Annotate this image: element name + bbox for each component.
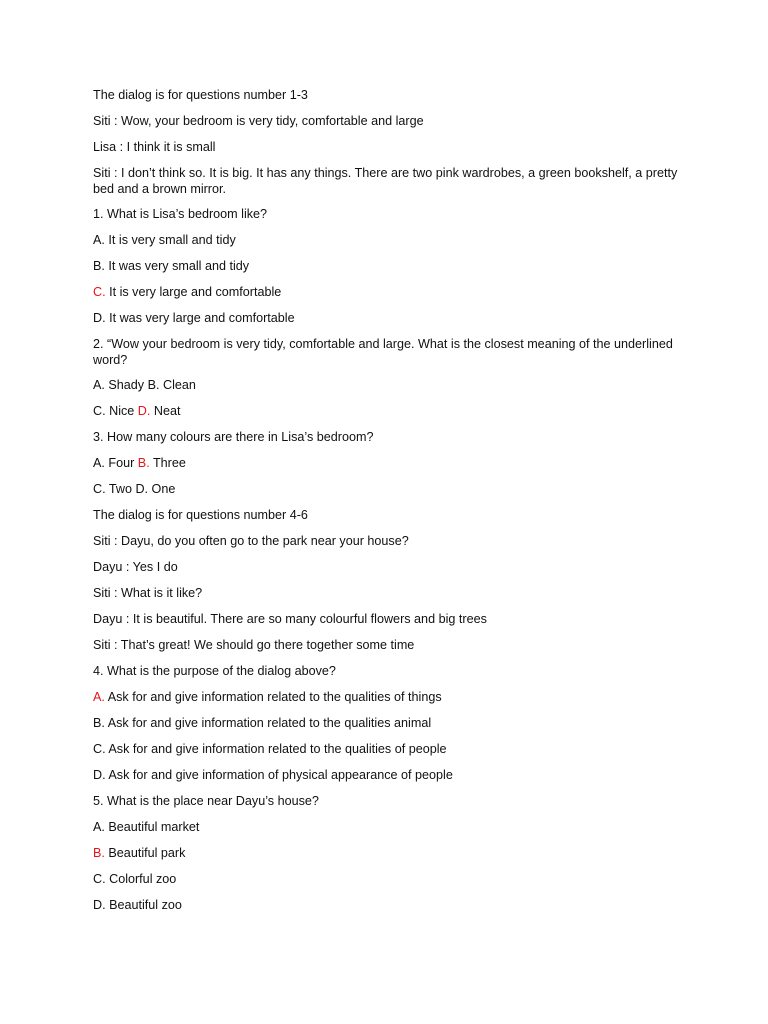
option-text: Neat bbox=[150, 404, 181, 418]
option-a: A. It is very small and tidy bbox=[93, 233, 236, 247]
options-c-d-answer bbox=[93, 403, 693, 419]
option-c: C. Colorful zoo bbox=[93, 872, 177, 886]
options-a-b: A. Shady B. Clean bbox=[93, 378, 196, 392]
question-5: 5. What is the place near Dayu’s house? bbox=[93, 794, 319, 808]
option-text: A. Four bbox=[93, 456, 138, 470]
option-c: C. Ask for and give information related to the qualities of people bbox=[93, 742, 447, 756]
option-a-answer bbox=[93, 689, 693, 705]
dialog-line: Siti : I don’t think so. It is big. It has any things. There are two pink wardrobes, a green bookshelf, a pretty bed and a brown mirror. bbox=[93, 166, 678, 196]
question-1: 1. What is Lisa’s bedroom like? bbox=[93, 207, 268, 221]
answer-marker: A. bbox=[93, 690, 105, 704]
dialog-line: Dayu : Yes I do bbox=[93, 560, 178, 574]
option-b: B. Ask for and give information related to the qualities animal bbox=[93, 716, 432, 730]
option-text: Three bbox=[149, 456, 186, 470]
answer-marker: B. bbox=[93, 846, 105, 860]
dialog-line: Dayu : It is beautiful. There are so many colourful flowers and big trees bbox=[93, 612, 487, 626]
option-b: B. It was very small and tidy bbox=[93, 259, 250, 273]
section-heading-1: The dialog is for questions number 1-3 bbox=[93, 88, 308, 102]
dialog-line: Lisa : I think it is small bbox=[93, 140, 216, 154]
option-text: Ask for and give information related to the qualities of things bbox=[104, 690, 442, 704]
option-b-answer bbox=[93, 845, 693, 861]
option-d: D. It was very large and comfortable bbox=[93, 311, 295, 325]
answer-marker: D. bbox=[137, 404, 151, 418]
option-a: A. Beautiful market bbox=[93, 820, 200, 834]
answer-marker: C. bbox=[93, 285, 106, 299]
section-heading-2: The dialog is for questions number 4-6 bbox=[93, 508, 308, 522]
dialog-line: Siti : What is it like? bbox=[93, 586, 203, 600]
option-text: Beautiful park bbox=[104, 846, 186, 860]
question-3: 3. How many colours are there in Lisa’s bedroom? bbox=[93, 430, 374, 444]
option-d: D. Ask for and give information of physical appearance of people bbox=[93, 768, 453, 782]
dialog-line: Siti : Wow, your bedroom is very tidy, comfortable and large bbox=[93, 114, 424, 128]
answer-marker: B. bbox=[137, 456, 150, 470]
option-text: C. Nice bbox=[93, 404, 138, 418]
option-c-answer bbox=[93, 284, 693, 300]
dialog-line: Siti : That’s great! We should go there together some time bbox=[93, 638, 415, 652]
options-c-d: C. Two D. One bbox=[93, 482, 176, 496]
question-2: 2. “Wow your bedroom is very tidy, comfortable and large. What is the closest meaning of the underlined word? bbox=[93, 337, 673, 367]
document-page bbox=[93, 87, 693, 923]
option-text: It is very large and comfortable bbox=[105, 285, 282, 299]
dialog-line: Siti : Dayu, do you often go to the park near your house? bbox=[93, 534, 409, 548]
options-a-b-answer bbox=[93, 455, 693, 471]
option-d: D. Beautiful zoo bbox=[93, 898, 182, 912]
question-4: 4. What is the purpose of the dialog above? bbox=[93, 664, 336, 678]
